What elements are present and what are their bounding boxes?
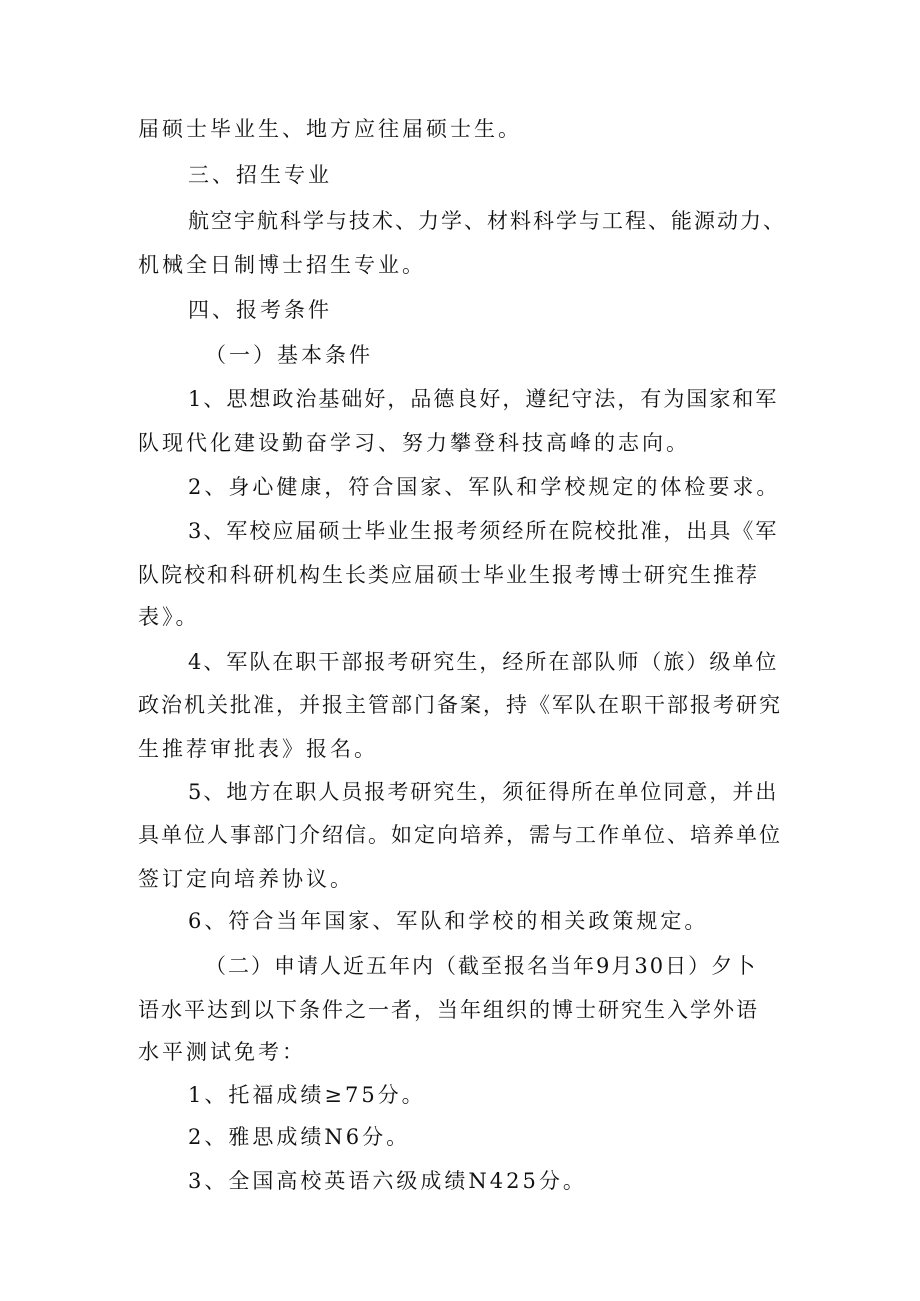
subsection-heading: （二）申请人近五年内（截至报名当年9月30日）夕卜 <box>205 954 758 978</box>
text-line: 6、符合当年国家、军队和学校的相关政策规定。 <box>188 909 709 933</box>
text-line: 机械全日制博士招生专业。 <box>138 253 426 277</box>
section-heading: 四、报考条件 <box>188 298 332 322</box>
text-line: 具单位人事部门介绍信。如定向培养，需与工作单位、培养单位 <box>138 823 782 847</box>
text-line: 生推荐审批表》报名。 <box>138 737 378 761</box>
section-heading: 三、招生专业 <box>188 163 332 187</box>
text-line: 签订定向培养协议。 <box>138 867 354 891</box>
text-line: 航空宇航科学与技术、力学、材料科学与工程、能源动力、 <box>188 209 786 233</box>
text-line: 2、身心健康，符合国家、军队和学校规定的体检要求。 <box>188 475 781 499</box>
text-line: 3、军校应届硕士毕业生报考须经所在院校批准，出具《军 <box>188 519 779 543</box>
text-line: 队院校和科研机构生长类应届硕士毕业生报考博士研究生推荐 <box>138 563 759 587</box>
text-line: 水平测试免考： <box>138 1040 306 1064</box>
text-line: 政治机关批准，并报主管部门备案，持《军队在职干部报考研究 <box>138 693 782 717</box>
text-line: 5、地方在职人员报考研究生，须征得所在单位同意，并出 <box>188 780 779 804</box>
list-item: 3、全国高校英语六级成绩N425分。 <box>188 1169 587 1193</box>
text-line: 4、军队在职干部报考研究生，经所在部队师（旅）级单位 <box>188 650 779 674</box>
list-item: 2、雅思成绩N6分。 <box>188 1125 411 1149</box>
text-line: 表》。 <box>138 605 200 629</box>
text-line: 届硕士毕业生、地方应往届硕士生。 <box>138 117 522 141</box>
subsection-heading: （一）基本条件 <box>205 343 373 367</box>
text-line: 1、思想政治基础好，品德良好，遵纪守法，有为国家和军 <box>188 387 779 411</box>
text-line: 队现代化建设勤奋学习、努力攀登科技高峰的志向。 <box>138 431 690 455</box>
text-line: 语水平达到以下条件之一者，当年组织的博士研究生入学外语 <box>138 998 759 1022</box>
list-item: 1、托福成绩≥75分。 <box>188 1083 426 1107</box>
